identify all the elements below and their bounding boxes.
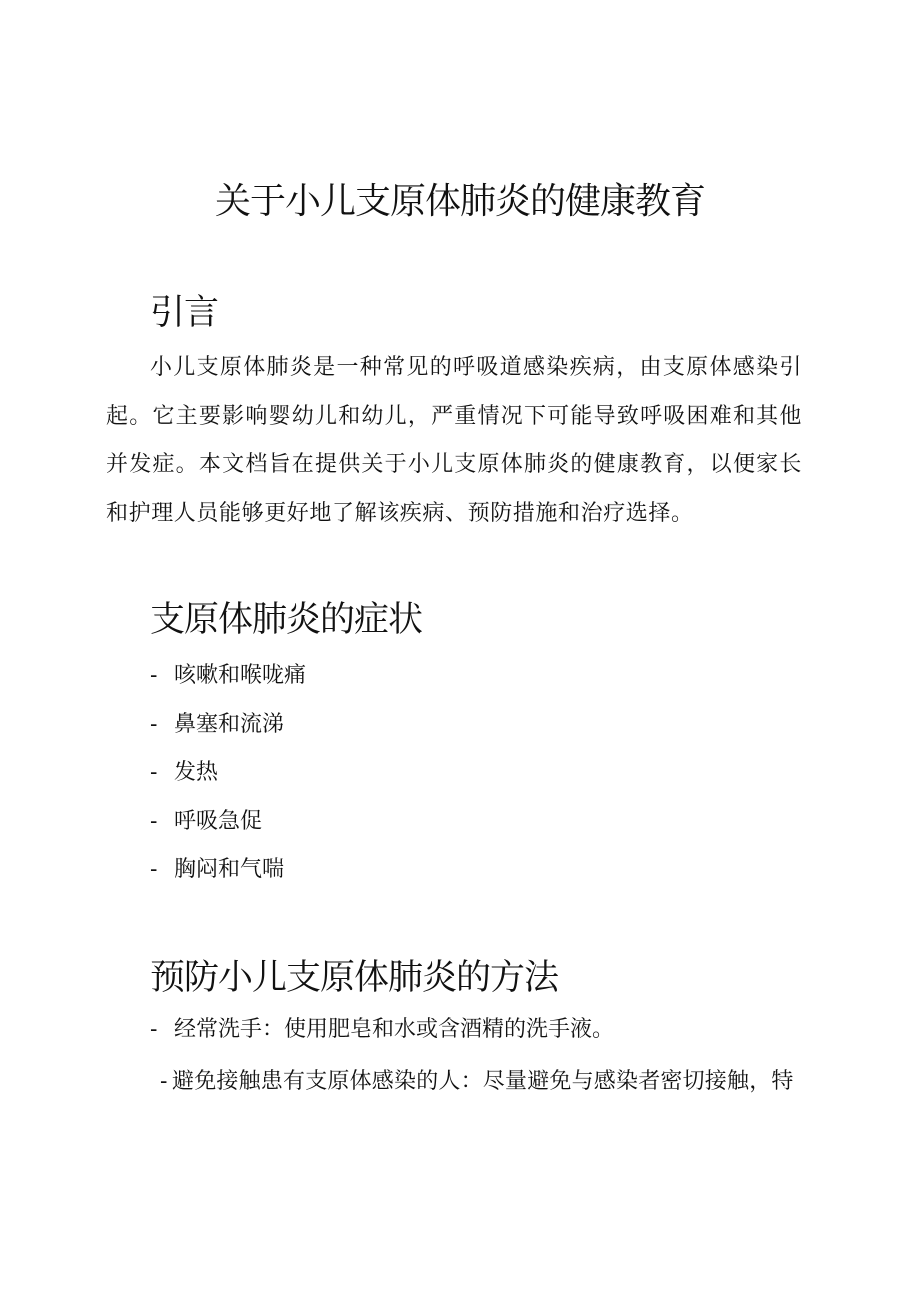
list-item: [150, 850, 306, 899]
section-heading-introduction: 引言: [150, 293, 219, 333]
section-heading-symptoms: 支原体肺炎的症状: [150, 600, 423, 640]
list-dash: -: [150, 1017, 158, 1042]
list-item-text: 咳嗽和喉咙痛: [174, 663, 307, 688]
list-item: [150, 1010, 810, 1062]
list-item: [150, 656, 306, 705]
list-item: [150, 705, 306, 754]
list-item-text: 呼吸急促: [174, 808, 263, 834]
list-dash: -: [150, 663, 158, 688]
list-item: [150, 753, 306, 802]
list-dash: -: [160, 1069, 168, 1094]
list-item: [150, 802, 306, 851]
list-dash: -: [150, 711, 158, 737]
symptoms-list: [150, 656, 306, 899]
list-item-text: 发热: [174, 760, 219, 785]
prevention-list: [150, 1010, 810, 1114]
list-dash: -: [150, 760, 158, 785]
list-item-text: 鼻塞和流涕: [174, 711, 285, 737]
list-item-text: 胸闷和气喘: [174, 857, 285, 882]
list-dash: -: [150, 857, 158, 882]
list-item-text: 避免接触患有支原体感染的人：尽量避免与感染者密切接触，特: [172, 1069, 794, 1094]
list-item-text: 经常洗手：使用肥皂和水或含酒精的洗手液。: [174, 1017, 615, 1042]
list-item: [160, 1062, 810, 1114]
document-title: 关于小儿支原体肺炎的健康教育: [214, 181, 705, 222]
section-heading-prevention: 预防小儿支原体肺炎的方法: [150, 958, 559, 998]
list-dash: -: [150, 808, 158, 834]
introduction-paragraph: 小儿支原体肺炎是一种常见的呼吸道感染疾病，由支原体感染引起。它主要影响婴幼儿和幼儿，严重情况下可能导致呼吸困难和其他并发症。本文档旨在提供关于小儿支原体肺炎的健康教育，以便家长和护理人员能够更好地了解该疾病、预防措施和治疗选择。: [106, 355, 802, 526]
